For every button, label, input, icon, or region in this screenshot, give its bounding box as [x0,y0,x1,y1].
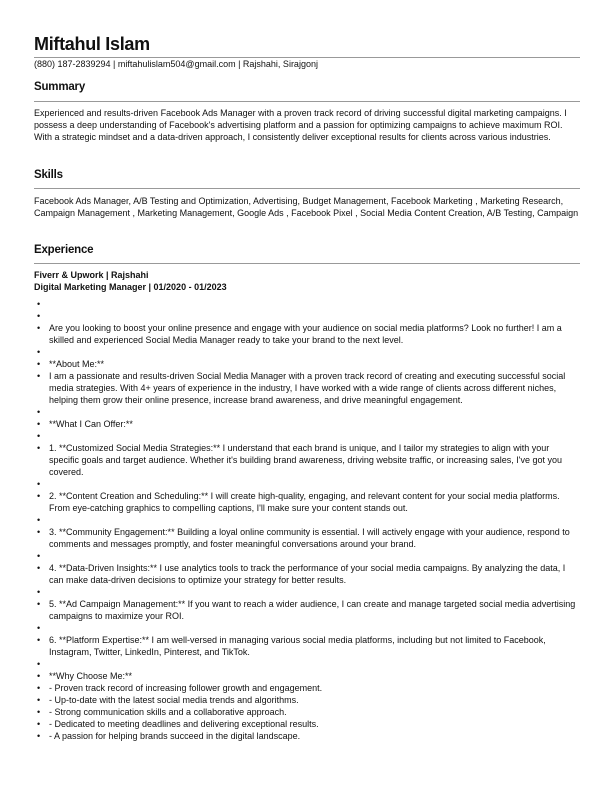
experience-bullets [34,298,580,742]
list-item: • 2. **Content Creation and Scheduling:** I will create high-quality, engaging, and relevant content for your social media platforms. From eye-catching graphics to compelling captions, I'll make sure your content stands out. [34,490,580,514]
list-item: • Are you looking to boost your online presence and engage with your audience on social media platforms? Look no further! I am a skilled and experienced Social Media Manager ready to take your brand to the next level. [34,322,580,346]
list-item: • - Dedicated to meeting deadlines and delivering exceptional results. [34,718,580,730]
contact-info: (880) 187-2839294 | miftahulislam504@gmail.com | Rajshahi, Sirajgonj [34,59,318,69]
list-item: • - A passion for helping brands succeed in the digital landscape. [34,730,580,742]
list-item [34,298,580,310]
summary-text: Experienced and results-driven Facebook Ads Manager with a proven track record of driving successful digital marketing campaigns. I possess a deep understanding of Facebook's advertising platform and a passion for optimizing campaigns to achieve maximum ROI. With a strategic mindset and a data-driven approach, I consistently deliver exceptional results for clients across various industries. [34,108,567,142]
job-role-dates: Digital Marketing Manager | 01/2020 - 01/2023 [34,282,227,292]
list-item [34,478,580,490]
list-item: • 1. **Customized Social Media Strategies:** I understand that each brand is unique, and I tailor my strategies to align with your specific goals and target audience. Whether it's building brand awareness, driving website traffic, or increasing sales, I've got you covered. [34,442,580,478]
list-item: • 6. **Platform Expertise:** I am well-versed in managing various social media platforms, including but not limited to Facebook, Instagram, Twitter, LinkedIn, Pinterest, and TikTok. [34,634,580,658]
list-item [34,622,580,634]
experience-heading: Experience [34,244,94,256]
list-item [34,658,580,670]
list-item [34,550,580,562]
skills-heading: Skills [34,169,63,181]
list-item [34,430,580,442]
list-item [34,586,580,598]
company: Fiverr & Upwork | Rajshahi [34,270,149,280]
list-item: • 5. **Ad Campaign Management:** If you want to reach a wider audience, I can create and manage targeted social media advertising campaigns to maximize your ROI. [34,598,580,622]
list-item: • - Strong communication skills and a collaborative approach. [34,706,580,718]
list-item [34,514,580,526]
divider [34,263,580,264]
list-item [34,310,580,322]
list-item [34,406,580,418]
list-item: • - Up-to-date with the latest social media trends and algorithms. [34,694,580,706]
list-item: • 4. **Data-Driven Insights:** I use analytics tools to track the performance of your social media campaigns. By analyzing the data, I can make data-driven decisions to optimize your strategy for better results. [34,562,580,586]
list-item: • **About Me:** [34,358,580,370]
list-item: • I am a passionate and results-driven Social Media Manager with a proven track record of creating and executing successful social media strategies. With 4+ years of experience in the industry, I have worked with a wide range of clients across different niches, helping them grow their online presence, increase brand awareness, and drive meaningful engagement. [34,370,580,406]
divider [34,188,580,189]
list-item: • **What I Can Offer:** [34,418,580,430]
list-item: • **Why Choose Me:** [34,670,580,682]
list-item: • 3. **Community Engagement:** Building a loyal online community is essential. I will actively engage with your audience, respond to comments and messages promptly, and foster meaningful conversations around your brand. [34,526,580,550]
list-item: • - Proven track record of increasing follower growth and engagement. [34,682,580,694]
divider [34,101,580,102]
candidate-name: Miftahul Islam [34,34,150,54]
skills-text: Facebook Ads Manager, A/B Testing and Optimization, Advertising, Budget Management, Facebook Marketing , Marketing Research, Campaign Management , Marketing Management, Google Ads , Facebook Pixel , Social Media Content Creation, A/B Testing, Campaign [34,196,579,218]
list-item [34,346,580,358]
summary-heading: Summary [34,81,86,93]
